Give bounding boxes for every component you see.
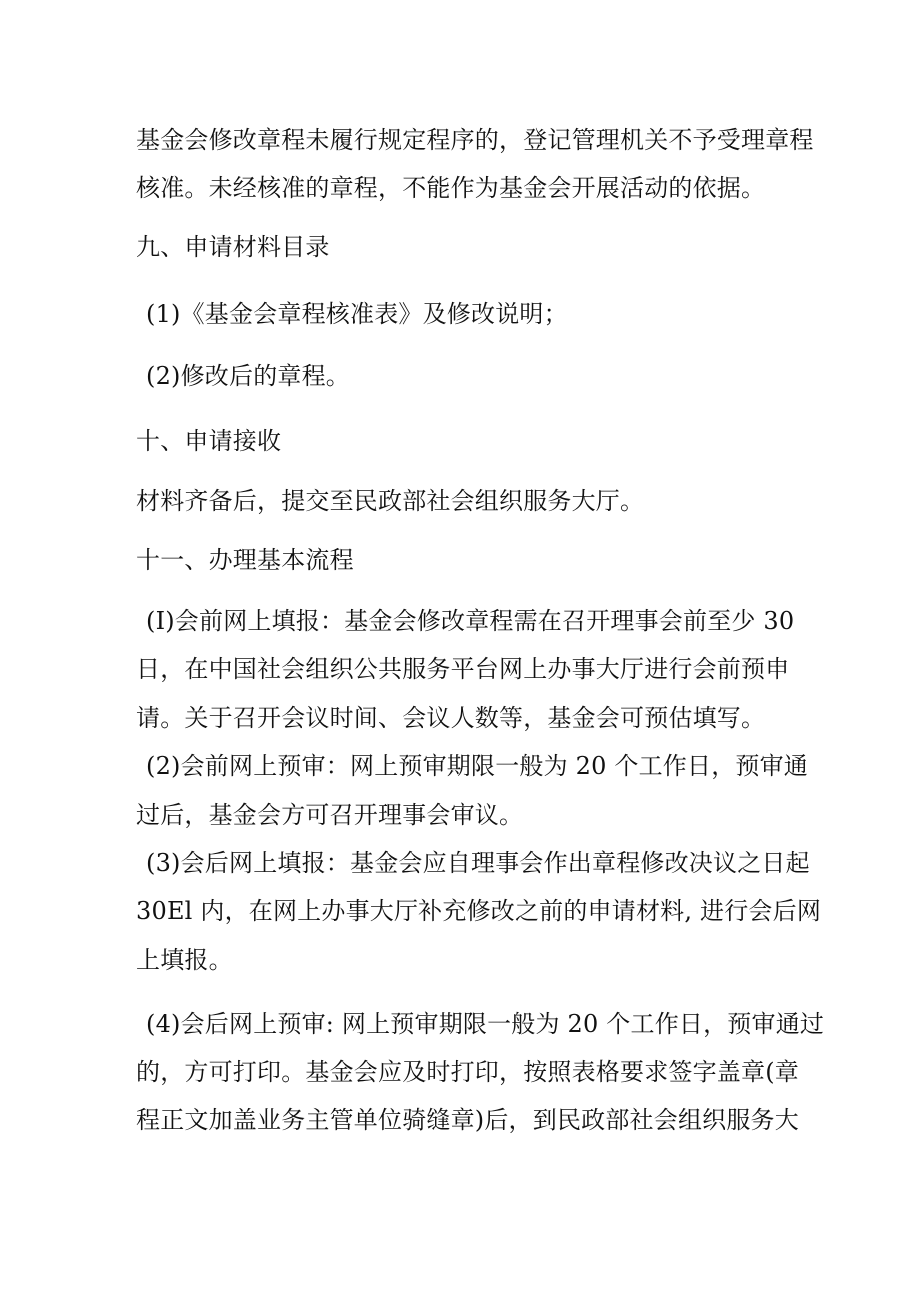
step4-line-3: 程正文加盖业务主管单位骑缝章)后，到民政部社会组织服务大 — [136, 1106, 799, 1134]
step3-line-1: (3)会后网上填报：基金会应自理事会作出章程修改决议之日起 — [146, 849, 810, 877]
step3-line-2: 30El 内，在网上办事大厅补充修改之前的申请材料, 进行会后网 — [136, 897, 822, 925]
step4-line-2: 的，方可打印。基金会应及时打印，按照表格要求签字盖章(章 — [136, 1058, 799, 1086]
material-item-2: (2)修改后的章程。 — [146, 362, 350, 390]
section-heading-11: 十一、办理基本流程 — [136, 546, 354, 574]
section-heading-10: 十、申请接收 — [136, 427, 282, 455]
material-item-1: (1)《基金会章程核准表》及修改说明； — [146, 300, 568, 328]
section-heading-9: 九、申请材料目录 — [136, 233, 330, 261]
step3-line-3: 上填报。 — [136, 946, 233, 974]
intro-line-2: 核准。未经核准的章程，不能作为基金会开展活动的依据。 — [136, 174, 766, 202]
step1-line-3: 请。关于召开会议时间、会议人数等，基金会可预估填写。 — [136, 704, 766, 732]
step2-line-2: 过后，基金会方可召开理事会审议。 — [136, 801, 524, 829]
step1-line-2: 日，在中国社会组织公共服务平台网上办事大厅进行会前预申 — [136, 655, 790, 683]
intro-line-1: 基金会修改章程未履行规定程序的，登记管理机关不予受理章程 — [136, 126, 814, 154]
step1-line-1: (I)会前网上填报：基金会修改章程需在召开理事会前至少 30 — [146, 607, 795, 635]
receive-paragraph: 材料齐备后，提交至民政部社会组织服务大厅。 — [136, 487, 645, 515]
step4-line-1: (4)会后网上预审: 网上预审期限一般为 20 个工作日，预审通过 — [146, 1010, 825, 1038]
step2-line-1: (2)会前网上预审：网上预审期限一般为 20 个工作日，预审通 — [146, 752, 808, 780]
